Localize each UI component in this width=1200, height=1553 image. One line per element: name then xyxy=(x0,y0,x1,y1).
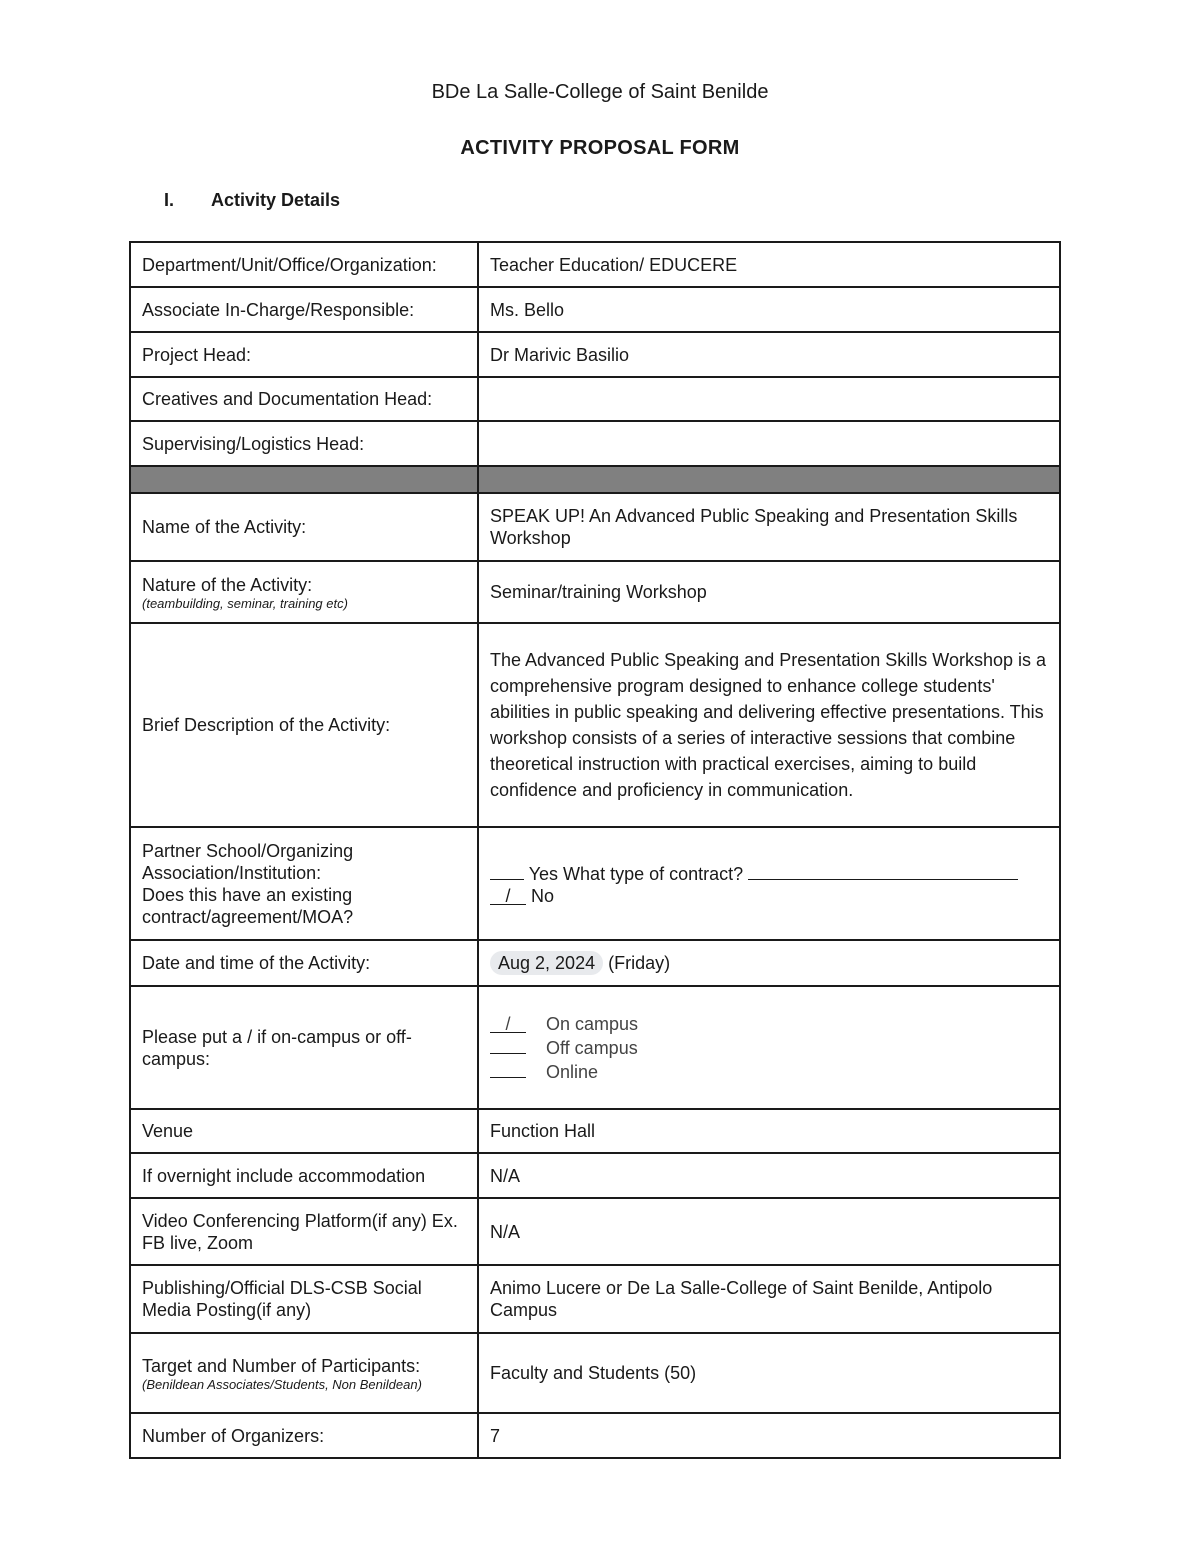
table-row xyxy=(130,1333,1060,1413)
organizers-value[interactable]: 7 xyxy=(478,1413,1060,1458)
table-row xyxy=(130,421,1060,466)
row-label: Nature of the Activity: xyxy=(142,574,313,595)
row-label: Supervising/Logistics Head: xyxy=(130,421,478,466)
date-chip[interactable]: Aug 2, 2024 xyxy=(490,951,603,975)
contract-yes-line xyxy=(490,861,1048,885)
row-label: Date and time of the Activity: xyxy=(130,940,478,986)
row-label-2: Does this have an existing contract/agreement/MOA? xyxy=(142,884,354,927)
row-label: Publishing/Official DLS-CSB Social Media Posting(if any) xyxy=(130,1265,478,1333)
table-row xyxy=(130,287,1060,332)
campus-option xyxy=(490,1035,1048,1059)
campus-option xyxy=(490,1059,1048,1083)
section-heading xyxy=(164,190,340,211)
campus-option xyxy=(490,1013,1048,1035)
associate-value[interactable]: Ms. Bello xyxy=(478,287,1060,332)
row-label: Brief Description of the Activity: xyxy=(130,623,478,827)
table-row xyxy=(130,561,1060,623)
row-label: Associate In-Charge/Responsible: xyxy=(130,287,478,332)
institution-name: BDe La Salle-College of Saint Benilde xyxy=(431,81,769,103)
logistics-head-value[interactable] xyxy=(478,421,1060,466)
row-label: Name of the Activity: xyxy=(130,493,478,561)
table-row xyxy=(130,827,1060,940)
row-label: Creatives and Documentation Head: xyxy=(130,377,478,421)
section-title: Activity Details xyxy=(211,190,341,210)
campus-checkbox[interactable] xyxy=(490,1059,526,1078)
date-value-cell xyxy=(478,940,1060,986)
contract-no-line xyxy=(490,885,1048,907)
row-label: Please put a / if on-campus or off-campus: xyxy=(130,986,478,1109)
table-row xyxy=(130,623,1060,827)
row-label: Number of Organizers: xyxy=(130,1413,478,1458)
row-label: Target and Number of Participants: xyxy=(142,1355,421,1376)
section-number: I. xyxy=(164,190,175,210)
row-label: Project Head: xyxy=(130,332,478,377)
table-row xyxy=(130,1198,1060,1265)
table-row xyxy=(130,986,1060,1109)
partner-label-cell xyxy=(130,827,478,940)
video-value[interactable]: N/A xyxy=(478,1198,1060,1265)
activity-details-table xyxy=(129,241,1061,1459)
overnight-value[interactable]: N/A xyxy=(478,1153,1060,1198)
row-label: Partner School/Organizing Association/Institution: xyxy=(142,840,354,883)
table-row xyxy=(130,332,1060,377)
project-head-value[interactable]: Dr Marivic Basilio xyxy=(478,332,1060,377)
band-cell xyxy=(130,466,478,493)
no-checkbox[interactable]: / xyxy=(490,886,526,905)
nature-label-cell xyxy=(130,561,478,623)
description-value[interactable]: The Advanced Public Speaking and Presentation Skills Workshop is a comprehensive program designed to enhance college students' abilities in public speaking and delivering effective presentations. This workshop consists of a series of interactive sessions that combine theoretical instruction with practical exercises, aiming to build confidence and proficiency in communication. xyxy=(478,623,1060,827)
participants-label-cell xyxy=(130,1333,478,1413)
campus-option-label: Online xyxy=(546,1061,599,1082)
separator-band xyxy=(130,466,1060,493)
participants-value[interactable]: Faculty and Students (50) xyxy=(478,1333,1060,1413)
table-row xyxy=(130,1265,1060,1333)
campus-checkbox[interactable] xyxy=(490,1035,526,1054)
venue-value[interactable]: Function Hall xyxy=(478,1109,1060,1153)
row-label: If overnight include accommodation xyxy=(130,1153,478,1198)
table-row xyxy=(130,1413,1060,1458)
nature-note: (teambuilding, seminar, training etc) xyxy=(142,595,348,611)
nature-value[interactable]: Seminar/training Workshop xyxy=(478,561,1060,623)
publishing-value[interactable]: Animo Lucere or De La Salle-College of Saint Benilde, Antipolo Campus xyxy=(478,1265,1060,1333)
form-title: ACTIVITY PROPOSAL FORM xyxy=(460,137,740,159)
activity-name-value[interactable]: SPEAK UP! An Advanced Public Speaking and Presentation Skills Workshop xyxy=(478,493,1060,561)
department-value[interactable]: Teacher Education/ EDUCERE xyxy=(478,242,1060,287)
campus-option-label: Off campus xyxy=(546,1037,638,1058)
day-text: (Friday) xyxy=(608,953,671,973)
creatives-head-value[interactable] xyxy=(478,377,1060,421)
table-row xyxy=(130,1109,1060,1153)
table-row xyxy=(130,242,1060,287)
row-label: Department/Unit/Office/Organization: xyxy=(130,242,478,287)
contract-type-field[interactable] xyxy=(748,861,1018,880)
table-row xyxy=(130,493,1060,561)
yes-text: Yes What type of contract? xyxy=(528,863,744,884)
campus-checkbox[interactable]: / xyxy=(490,1014,526,1033)
participants-note: (Benildean Associates/Students, Non Benildean) xyxy=(142,1376,422,1392)
yes-checkbox[interactable] xyxy=(490,861,524,880)
campus-value-cell xyxy=(478,986,1060,1109)
table-row xyxy=(130,940,1060,986)
row-label: Venue xyxy=(130,1109,478,1153)
partner-value-cell xyxy=(478,827,1060,940)
no-text: No xyxy=(531,885,555,906)
table-row xyxy=(130,377,1060,421)
row-label: Video Conferencing Platform(if any) Ex. FB live, Zoom xyxy=(130,1198,478,1265)
table-row xyxy=(130,1153,1060,1198)
band-cell xyxy=(478,466,1060,493)
campus-option-label: On campus xyxy=(546,1013,639,1034)
